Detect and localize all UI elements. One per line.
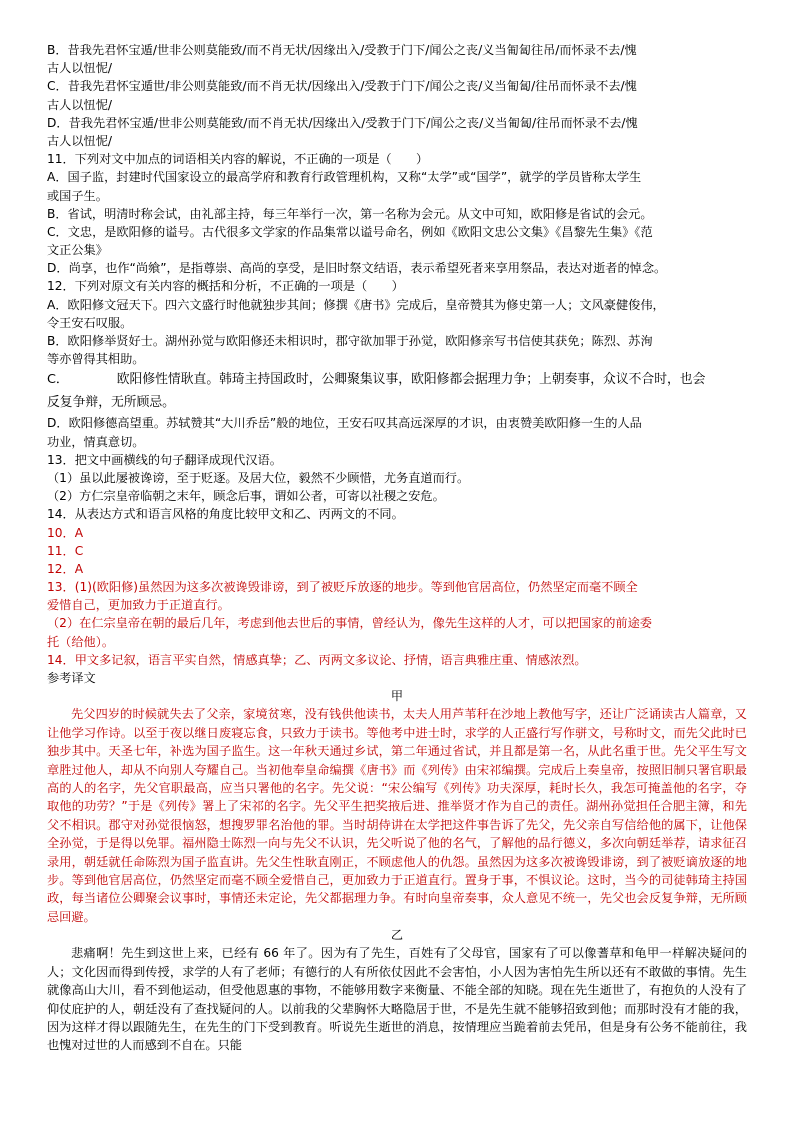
translation-jia: 先父四岁的时候就失去了父亲，家境贫寒，没有钱供他读书，太夫人用芦苇秆在沙地上教他写字，还让广泛诵读古人篇章，又让他学习作诗。以至于夜以继日废寝忘食，只致力于读书。等他考中进士时，求学的人正盛行写作骈文，号称时文，而先父此时已独步其中。天圣七年，补选为国子监生。这一年秋天通过乡试，第二年通过省试，并且都是第一名，从此名重于世。先父平生写文章胜过他人，却从不向别人夸耀自己。当初他奉皇命编撰《唐书》而《列传》由宋祁编撰。完成后上奏皇帝，按照旧制只署官职最高的人的名字，先父官职最高，应当只署他的名字。先父说：“宋公编写《列传》功夫深厚，耗时长久，我怎可掩盖他的名字，夺取他的功劳？”于是《列传》署上了宋祁的名字。先父平生把奖掖后进、推举贤才作为自己的责任。湖州孙觉担任合肥主簿，和先父不相识。郡守对孙觉很恼怒，想搜罗罪名治他的罪。当时胡侍讲在太学把这件事告诉了先父，先父亲自写信给他的属下，让他保全孙觉，于是得以免罪。福州隐士陈烈一向与先父不认识，先父听说了他的名气，了解他的品行德义，多次向朝廷举荐，请求征召录用，朝廷就任命陈烈为国子监直讲。先父生性耿直刚正，不顾虑他人的仇怨。虽然因为这多次被谗毁诽谤，到了被贬谪放逐的地步。等到他官居高位，仍然坚定而毫不顾全爱惜自己，更加致力于正道直行。置身于事，不惧议论。这时，当今的司徒韩琦主持国政，每当诸位公卿聚会议事时，事情还未定论，先父都据理力争。有时向皇帝奏事，众人意见不统一，先父也会反复争辩，无所顾忌回避。 — [47, 707, 747, 924]
option-line: D．昔我先君怀宝遁/世非公则莫能致/而不肖无状/因缘出入/受教于门下/闻公之丧/义当匍匐/往吊而怀录不去/愧 — [47, 115, 638, 130]
option-b-q10 — [47, 41, 747, 77]
answers — [47, 524, 747, 670]
section-title-jia: 甲 — [390, 689, 404, 704]
translation-heading: 参考译文 — [47, 671, 96, 685]
question-14 — [47, 505, 747, 523]
option-c-cont: 文正公集》 — [47, 243, 108, 258]
option-line: 古人以忸怩/ — [47, 61, 113, 76]
document-body — [47, 41, 747, 1055]
sentence-2: （2）方仁宗皇帝临朝之末年，顾念后事，谓如公者，可寄以社稷之安危。 — [47, 489, 445, 504]
question-stem: 12．下列对原文有关内容的概括和分析，不正确的一项是（ ） — [47, 279, 404, 294]
option-a: A．欧阳修文冠天下。四六文盛行时他就独步其间；修撰《唐书》完成后，皇帝赞其为修史第一人；文风豪健俊伟， — [47, 297, 665, 312]
question-13 — [47, 451, 747, 506]
option-c: C．文忠，是欧阳修的谥号。古代很多文学家的作品集常以谥号命名，例如《欧阳文忠公文集》《昌黎先生集》《范 — [47, 224, 653, 239]
translation-yi: 悲痛啊！先生到这世上来，已经有 66 年了。因为有了先生，百姓有了父母官，国家有了可以像蓍草和龟甲一样解决疑问的人；文化因而得到传授，求学的人有了老师；有德行的人有所依仗因此不会害怕，小人因为害怕先生所以还有不敢做的事情。先生就像高山大川，看不到他运动，但受他恩惠的事物，不能够用数字来衡量、不能全部的知晓。现在先生逝世了，有抱负的人没有了仰仗庇护的人，朝廷没有了查找疑问的人。以前我的父辈胸怀大略隐居于世，不是先生就不能够招致到他；而那时没有才能的我，因为这样才得以跟随先生，在先生的门下受到教育。听说先生逝世的消息，按情理应当跪着前去凭吊，但是身有公务不能前往，我也愧对过世的人而感到不自在。只能 — [47, 946, 747, 1053]
option-a: A．国子监，封建时代国家设立的最高学府和教育行政管理机构，又称“太学”或“国学”，就学的学员皆称太学生 — [47, 170, 642, 185]
option-d: D．欧阳修德高望重。苏轼赞其“大川乔岳”般的地位，王安石叹其高远深厚的才识，由衷赞美欧阳修一生的人品 — [47, 416, 642, 431]
option-c — [47, 368, 747, 391]
option-d-cont: 功业，情真意切。 — [47, 434, 145, 449]
answer-13-2-cont: 托（给他）。 — [47, 634, 115, 649]
answer-12: 12．A — [47, 561, 84, 576]
option-line: 古人以忸怩/ — [47, 97, 113, 112]
answer-13-2: （2）在仁宗皇帝在朝的最后几年，考虑到他去世后的事情，曾经认为，像先生这样的人才，可以把国家的前途委 — [47, 616, 652, 631]
question-11 — [47, 150, 747, 277]
option-c-prefix: C． — [47, 372, 69, 388]
question-stem: 13．把文中画横线的句子翻译成现代汉语。 — [47, 452, 282, 467]
option-d-q10 — [47, 114, 747, 150]
option-c-q10 — [47, 77, 747, 113]
question-stem: 14．从表达方式和语言风格的角度比较甲文和乙、丙两文的不同。 — [47, 507, 404, 522]
answer-11: 11．C — [47, 543, 84, 558]
option-line: C．昔我先君怀宝遁世/非公则莫能致/而不肖无状/因缘出入/受教于门下/闻公之丧/义当匍匐/往吊而怀录不去/愧 — [47, 79, 637, 94]
option-a-cont: 或国子生。 — [47, 188, 108, 203]
option-c-cont: 反复争辩，无所顾忌。 — [47, 395, 175, 411]
option-line: B．昔我先君怀宝遁/世非公则莫能致/而不肖无状/因缘出入/受教于门下/闻公之丧/义当匍匐往吊/而怀录不去/愧 — [47, 43, 637, 57]
answer-10: 10．A — [47, 525, 84, 540]
answer-14: 14．甲文多记叙，语言平实自然，情感真挚；乙、丙两文多议论、抒情，语言典雅庄重、情感浓烈。 — [47, 652, 587, 667]
option-a-cont: 令王安石叹服。 — [47, 315, 133, 330]
option-b: B．欧阳修举贤好士。湖州孙觉与欧阳修还未相识时，郡守欲加罪于孙觉，欧阳修亲写书信使其获免；陈烈、苏洵 — [47, 334, 653, 348]
question-12 — [47, 277, 747, 450]
sentence-1: （1）虽以此屡被谗谤，至于贬逐。及居大位，毅然不少顾惜，尤务直道而行。 — [47, 470, 470, 485]
option-b: B．省试，明清时称会试，由礼部主持，每三年举行一次，第一名称为会元。从文中可知，欧阳修是省试的会元。 — [47, 206, 653, 221]
reference-translation — [47, 669, 747, 1055]
question-stem: 11．下列对文中加点的词语相关内容的解说，不正确的一项是（ ） — [47, 152, 429, 167]
option-c-text: 欧阳修性情耿直。韩琦主持国政时，公卿聚集议事，欧阳修都会据理力争；上朝奏事，众议不合时，也会 — [116, 372, 706, 388]
section-title-yi: 乙 — [390, 928, 404, 943]
option-d: D．尚享，也作“尚飨”，是指尊崇、高尚的享受，是旧时祭文结语，表示希望死者来享用祭品，表达对逝者的悼念。 — [47, 261, 667, 276]
answer-13-1-cont: 爱惜自己，更加致力于正道直行。 — [47, 598, 230, 613]
option-b-cont: 等亦曾得其相助。 — [47, 352, 145, 367]
option-line: 古人以忸怩/ — [47, 133, 113, 148]
answer-13-1: 13．(1)(欧阳修)虽然因为这多次被谗毁诽谤，到了被贬斥放逐的地步。等到他官居高位，仍然坚定而毫不顾全 — [47, 580, 638, 595]
